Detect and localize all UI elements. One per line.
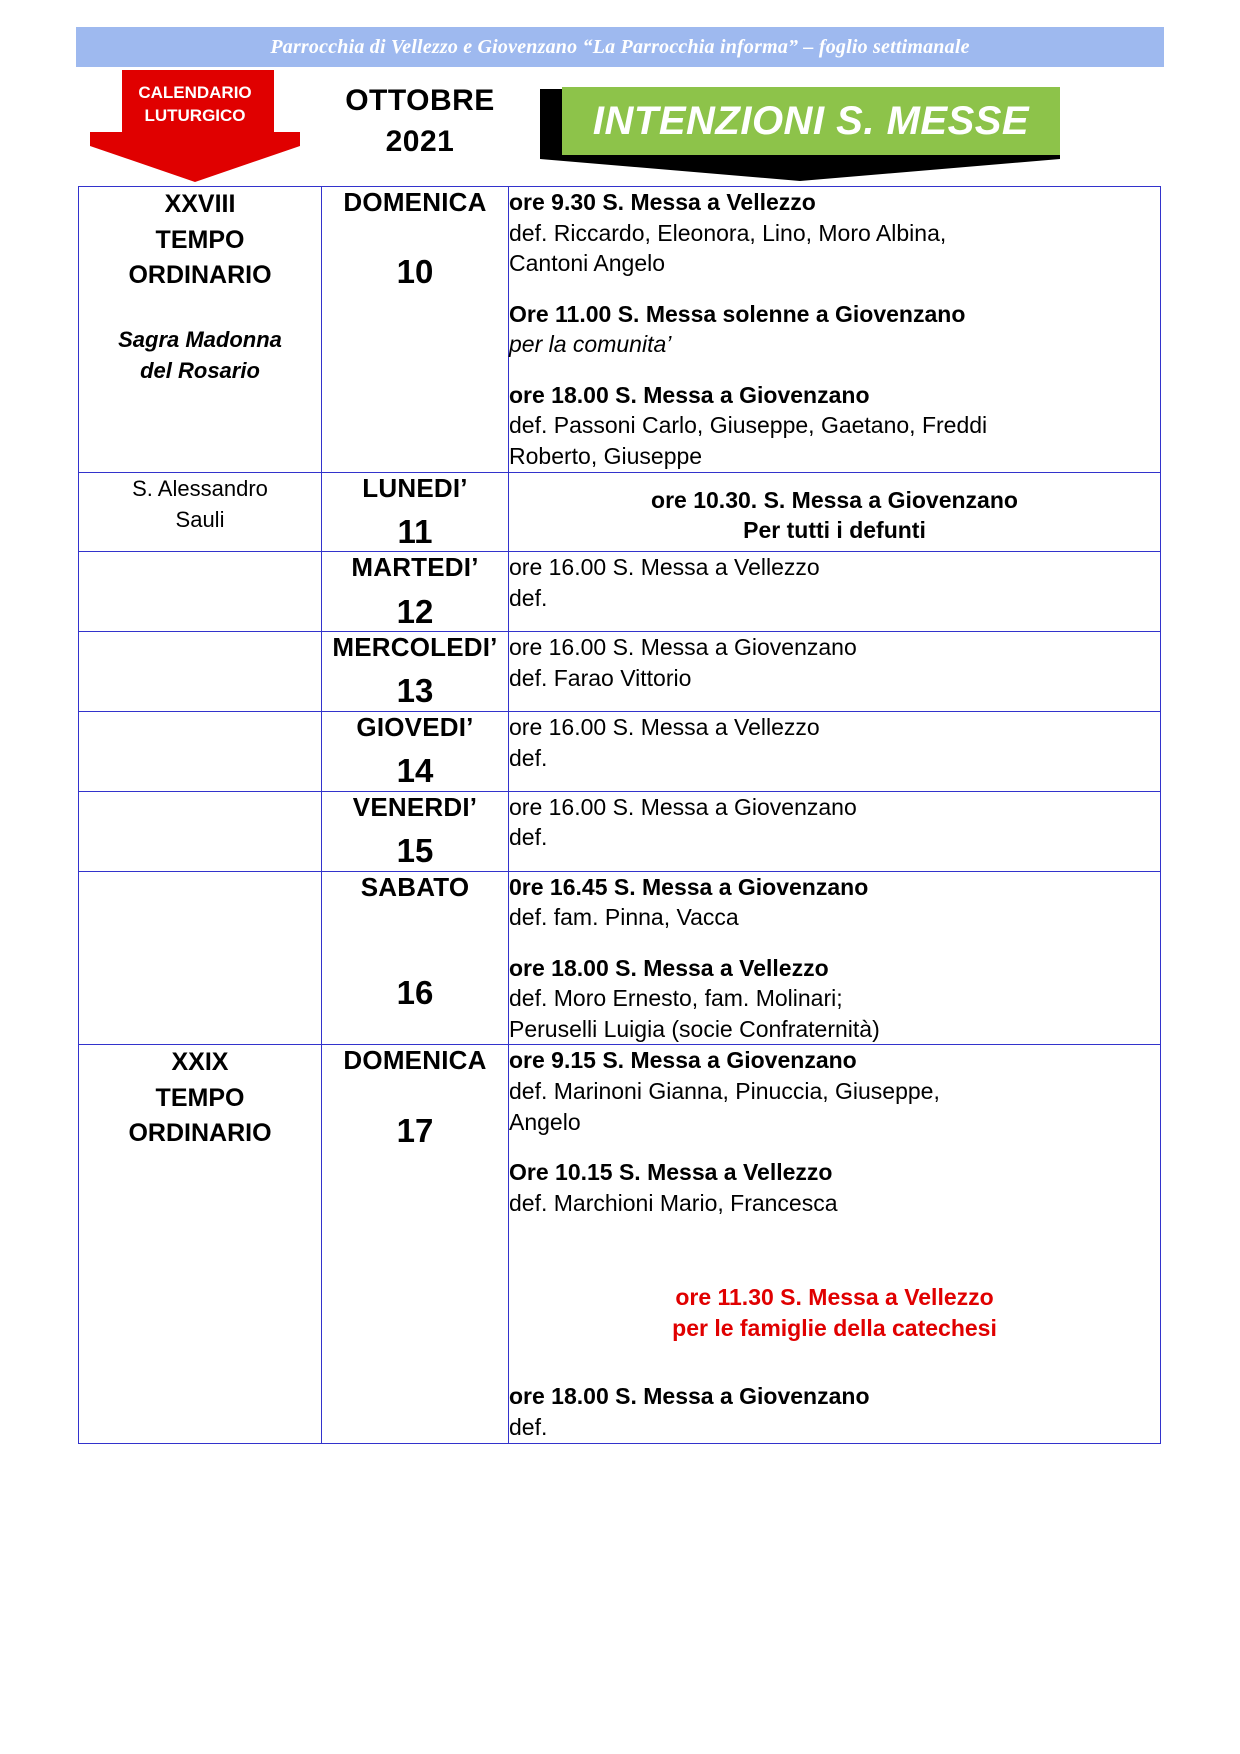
intention-detail: def. (509, 824, 548, 851)
intention-heading: ore 16.00 S. Messa a Vellezzo (509, 554, 820, 581)
intention-heading: Ore 10.15 S. Messa a Vellezzo (509, 1159, 833, 1186)
intention-detail: def. Marchioni Mario, Francesca (509, 1189, 838, 1216)
banner-title: INTENZIONI S. MESSE (592, 98, 1030, 143)
masthead-banner (76, 27, 1164, 67)
day-cell (322, 711, 509, 791)
arrow-label (90, 82, 300, 128)
table-row (79, 871, 1161, 1045)
season-cell (79, 1045, 322, 1443)
table-row (79, 632, 1161, 712)
intentions-cell (509, 1045, 1161, 1443)
season-title: XXIX TEMPO ORDINARIO (128, 1048, 272, 1148)
day-name: GIOVEDI’ (356, 711, 474, 742)
intention-detail: Peruselli Luigia (socie Confraternità) (509, 1015, 880, 1042)
intentions-cell (509, 552, 1161, 632)
day-name: MARTEDI’ (351, 552, 479, 583)
intention-block (509, 1381, 1160, 1442)
saint-name: S. Alessandro Sauli (132, 475, 268, 532)
season-cell (79, 552, 322, 632)
season-cell (79, 187, 322, 473)
intention-heading: 0re 16.45 S. Messa a Giovenzano (509, 873, 869, 900)
intention-detail: def. Passoni Carlo, Giuseppe, Gaetano, Freddi (509, 412, 988, 439)
intention-heading: ore 9.30 S. Messa a Vellezzo (509, 189, 816, 215)
intention-heading: ore 18.00 S. Messa a Giovenzano (509, 381, 870, 408)
intention-heading: ore 18.00 S. Messa a Giovenzano (509, 1383, 870, 1410)
season-title: XXVIII TEMPO ORDINARIO (128, 190, 272, 289)
intention-detail: def. Marinoni Gianna, Pinuccia, Giuseppe, (509, 1078, 940, 1104)
season-cell (79, 871, 322, 1045)
intentions-cell (509, 791, 1161, 871)
day-cell (322, 1045, 509, 1443)
intention-heading: ore 18.00 S. Messa a Vellezzo (509, 954, 829, 981)
day-cell (322, 871, 509, 1045)
banner-shadow-point-icon (540, 159, 1060, 181)
intention-detail: def. Farao Vittorio (509, 664, 692, 691)
day-cell (322, 791, 509, 871)
day-number: 13 (396, 672, 434, 710)
intention-heading: ore 10.30. S. Messa a Giovenzano (651, 486, 1018, 513)
intentions-cell (509, 711, 1161, 791)
intention-detail: def. (509, 744, 548, 771)
intention-heading: Ore 11.00 S. Messa solenne a Giovenzano (509, 300, 966, 327)
header-zone (0, 67, 1240, 185)
season-subtitle: Sagra Madonna del Rosario (118, 326, 282, 383)
intention-heading: ore 16.00 S. Messa a Giovenzano (509, 634, 857, 661)
liturgical-calendar-table (78, 186, 1161, 1444)
intention-detail: def. fam. Pinna, Vacca (509, 904, 739, 931)
day-name: LUNEDI’ (362, 472, 468, 503)
day-cell (322, 187, 509, 473)
day-cell (322, 552, 509, 632)
intention-block (509, 1157, 1160, 1218)
intention-detail: Cantoni Angelo (509, 250, 666, 277)
calendario-liturgico-arrow-badge (90, 70, 300, 182)
intenzioni-banner (540, 87, 1060, 179)
season-cell (79, 632, 322, 712)
day-cell (322, 472, 509, 552)
table-row (79, 791, 1161, 871)
intention-detail: def. Riccardo, Eleonora, Lino, Moro Albina, (509, 219, 947, 246)
table-row (79, 552, 1161, 632)
intention-heading: ore 16.00 S. Messa a Giovenzano (509, 793, 857, 820)
spacer (509, 1238, 1160, 1282)
table-row (79, 472, 1161, 552)
intention-block (509, 299, 1160, 360)
highlight-intention-line: ore 11.30 S. Messa a Vellezzo (675, 1284, 994, 1311)
day-number: 11 (397, 512, 433, 550)
highlight-intention-line: per le famiglie della catechesi (672, 1314, 997, 1341)
intention-block (509, 953, 1160, 1045)
day-name: MERCOLEDI’ (332, 632, 498, 663)
arrow-point-icon (90, 146, 300, 182)
day-number: 17 (396, 1111, 434, 1149)
month-label: OTTOBRE (345, 84, 495, 117)
intention-detail: Angelo (509, 1108, 581, 1135)
day-number: 14 (396, 752, 434, 790)
spacer (509, 1363, 1160, 1381)
intentions-cell (509, 472, 1161, 552)
intention-detail: def. (509, 584, 548, 611)
season-cell (79, 711, 322, 791)
intention-heading: ore 9.15 S. Messa a Giovenzano (509, 1047, 857, 1074)
day-number: 15 (396, 831, 434, 869)
table-row (79, 187, 1161, 473)
table-row (79, 1045, 1161, 1443)
day-name: VENERDI’ (352, 791, 478, 822)
intention-heading: ore 16.00 S. Messa a Vellezzo (509, 713, 820, 740)
arrow-label-line1: CALENDARIO (138, 83, 252, 102)
banner-plate (562, 87, 1060, 155)
intention-block-highlight (509, 1282, 1160, 1343)
day-number: 16 (396, 973, 434, 1011)
intentions-cell (509, 871, 1161, 1045)
intention-block (509, 1045, 1160, 1137)
intention-block (509, 187, 1160, 279)
day-number: 10 (396, 253, 434, 291)
intention-detail: def. Moro Ernesto, fam. Molinari; (509, 985, 843, 1012)
intention-block (509, 872, 1160, 933)
intention-detail: def. (509, 1414, 548, 1441)
table-row (79, 711, 1161, 791)
intention-detail: Per tutti i defunti (743, 517, 926, 544)
masthead-title: Parrocchia di Vellezzo e Giovenzano “La Parrocchia informa” – foglio settimanale (270, 35, 970, 58)
season-cell (79, 791, 322, 871)
arrow-label-line2: LUTURGICO (144, 105, 246, 125)
year-label: 2021 (385, 124, 455, 158)
intentions-cell (509, 632, 1161, 712)
intentions-cell (509, 187, 1161, 473)
intention-block (509, 380, 1160, 472)
intention-detail: Roberto, Giuseppe (509, 443, 703, 470)
month-year-block (310, 81, 530, 162)
day-name: SABATO (360, 871, 470, 902)
intention-detail: per la comunita’ (509, 331, 672, 358)
day-name: DOMENICA (343, 1045, 487, 1076)
day-number: 12 (396, 592, 434, 630)
arrow-wings (90, 132, 300, 146)
day-cell (322, 632, 509, 712)
season-cell (79, 472, 322, 552)
day-name: DOMENICA (343, 187, 487, 217)
